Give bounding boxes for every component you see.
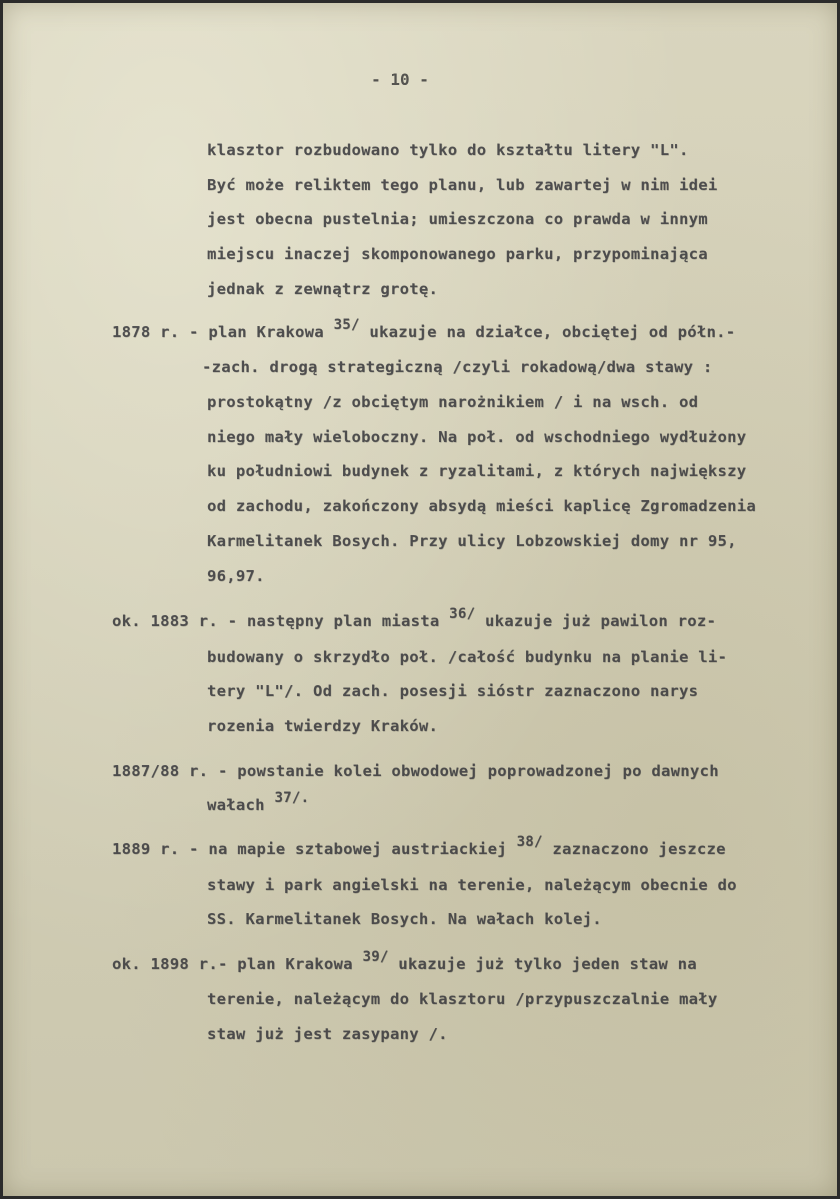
entry-first-text: plan Krakowa (208, 323, 324, 341)
entry-1898 (112, 949, 697, 973)
entry-line: od zachodu, zakończony absydą mieści kaplicę Zgromadzenia (207, 497, 757, 515)
intro-line-1: klasztor rozbudowano tylko do kształtu litery "L". (207, 141, 689, 159)
entry-first-text: plan Krakowa (237, 955, 353, 973)
entry-line: rozenia twierdzy Kraków. (207, 717, 439, 735)
footnote-ref: 36/ (449, 606, 476, 622)
entry-date: 1878 r. - (112, 323, 199, 341)
entry-line: -zach. drogą strategiczną /czyli rokadową/dwa stawy : (202, 358, 713, 376)
entry-line: 96,97. (207, 567, 265, 585)
entry-line: staw już jest zasypany /. (207, 1025, 448, 1043)
entry-first-text: następny plan miasta (246, 612, 440, 630)
entry-line: tery "L"/. Od zach. posesji sióstr zaznaczono narys (207, 682, 699, 700)
entry-line-with-footnote (207, 790, 310, 814)
intro-line-4: miejscu inaczej skomponowanego parku, przypominająca (207, 245, 708, 263)
entry-line: niego mały wieloboczny. Na poł. od wschodniego wydłużony (207, 428, 747, 446)
entry-line: budowany o skrzydło poł. /całość budynku na planie li- (207, 648, 728, 666)
entry-first-rest: ukazuje na działce, obciętej od półn.- (369, 323, 736, 341)
footnote-ref: 39/ (362, 949, 389, 965)
entry-first-rest: zaznaczono jeszcze (552, 840, 726, 858)
intro-line-2: Być może reliktem tego planu, lub zawartej w nim idei (207, 176, 718, 194)
footnote-ref: 35/ (333, 317, 360, 333)
entry-line: SS. Karmelitanek Bosych. Na wałach kolej. (207, 910, 602, 928)
page-number: - 10 - (371, 70, 429, 89)
intro-line-3: jest obecna pustelnia; umieszczona co prawda w innym (207, 210, 708, 228)
entry-first-text: powstanie kolei obwodowej poprowadzonej po dawnych (237, 762, 719, 780)
entry-date: 1887/88 r. - (112, 762, 228, 780)
entry-first-rest: ukazuje już tylko jeden staw na (398, 955, 697, 973)
footnote-ref: 38/ (516, 834, 543, 850)
entry-1883 (112, 606, 717, 630)
entry-date: ok. 1883 r. - (112, 612, 238, 630)
entry-line: wałach (207, 796, 265, 814)
entry-line: stawy i park angielski na terenie, należącym obecnie do (207, 876, 737, 894)
entry-line: terenie, należącym do klasztoru /przypuszczalnie mały (207, 990, 718, 1008)
entry-1887 (112, 762, 719, 780)
entry-first-text: na mapie sztabowej austriackiej (208, 840, 507, 858)
intro-line-5: jednak z zewnątrz grotę. (207, 280, 439, 298)
entry-date: ok. 1898 r.- (112, 955, 228, 973)
entry-1878 (112, 317, 736, 341)
entry-1889 (112, 834, 726, 858)
entry-date: 1889 r. - (112, 840, 199, 858)
footnote-ref: 37/. (274, 790, 310, 806)
entry-first-rest: ukazuje już pawilon roz- (484, 612, 717, 630)
entry-line: prostokątny /z obciętym narożnikiem / i na wsch. od (207, 393, 699, 411)
entry-line: ku południowi budynek z ryzalitami, z których największy (207, 462, 747, 480)
entry-line: Karmelitanek Bosych. Przy ulicy Lobzowskiej domy nr 95, (207, 532, 737, 550)
